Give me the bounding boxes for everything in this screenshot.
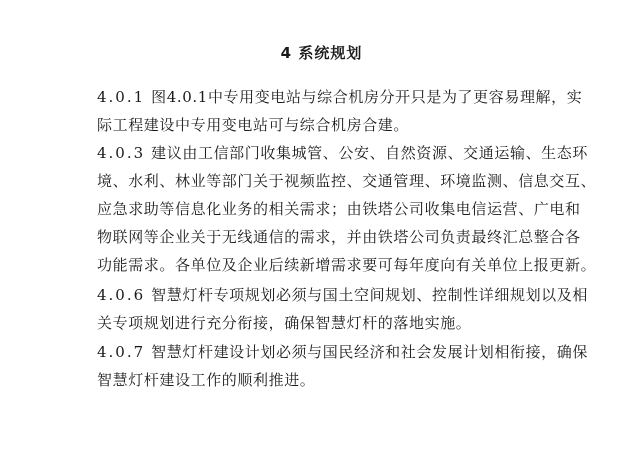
clause-text: 应急求助等信息化业务的相关需求；由铁塔公司收集电信运营、广电和	[97, 200, 581, 218]
clause-text: 建议由工信部门收集城管、公安、自然资源、交通运输、生态环	[151, 144, 588, 162]
clause-text: 功能需求。各单位及企业后续新增需求要可每年度向有关单位上报更新。	[97, 256, 597, 274]
clause-number: 4.0.3	[97, 144, 146, 162]
clause-4-0-7-line-1	[97, 343, 588, 361]
clause-text: 物联网等企业关于无线通信的需求，并由铁塔公司负责最终汇总整合各	[97, 228, 581, 246]
clause-number: 4.0.7	[97, 343, 146, 361]
clause-text: 关专项规划进行充分衔接，确保智慧灯杆的落地实施。	[97, 314, 472, 332]
clause-4-0-3-line-4	[97, 228, 581, 246]
clause-text: 际工程建设中专用变电站可与综合机房合建。	[97, 116, 410, 134]
clause-text: 境、水利、林业等部门关于视频监控、交通管理、环境监测、信息交互、	[97, 172, 597, 190]
clause-4-0-7-line-2	[97, 371, 315, 389]
clause-text: 图4.0.1中专用变电站与综合机房分开只是为了更容易理解，实	[151, 88, 583, 106]
clause-4-0-1-line-1	[97, 88, 582, 106]
clause-4-0-3-line-2	[97, 172, 596, 190]
clause-text: 智慧灯杆建设计划必须与国民经济和社会发展计划相衔接，确保	[151, 343, 588, 361]
clause-text: 智慧灯杆建设工作的顺利推进。	[97, 371, 316, 389]
clause-number: 4.0.6	[97, 286, 146, 304]
section-title: 4 系统规划	[280, 44, 363, 62]
clause-4-0-3-line-3	[97, 200, 581, 218]
clause-4-0-3-line-5	[97, 256, 596, 274]
clause-text: 智慧灯杆专项规划必须与国土空间规划、控制性详细规划以及相	[151, 286, 588, 304]
clause-4-0-6-line-1	[97, 286, 588, 304]
clause-4-0-3-line-1	[97, 144, 588, 162]
clause-number: 4.0.1	[97, 88, 146, 106]
clause-4-0-1-line-2	[97, 116, 409, 134]
clause-4-0-6-line-2	[97, 314, 471, 332]
